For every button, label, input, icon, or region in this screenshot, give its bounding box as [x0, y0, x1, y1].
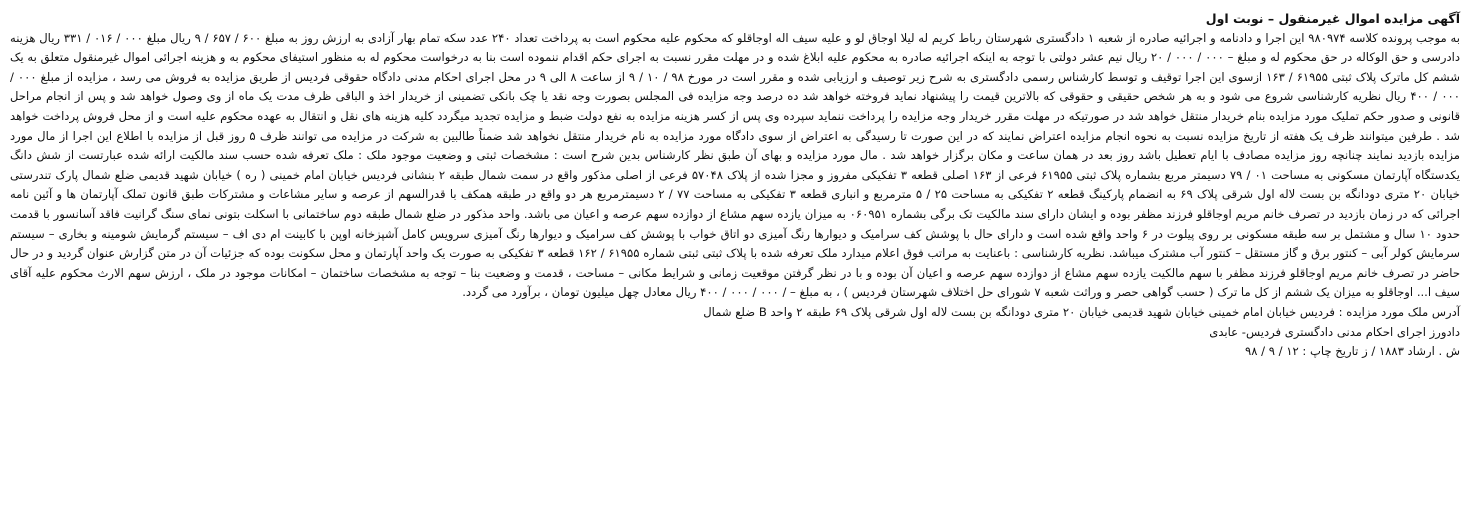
notice-title: آگهی مزایده اموال غیرمنقول – نوبت اول	[1205, 11, 1460, 26]
signature-line: دادورز اجرای احکام مدنی دادگستری فردیس- عابدی	[1209, 324, 1460, 339]
property-address: آدرس ملک مورد مزایده : فردیس خیابان امام خمینی خیابان شهید قدیمی خیابان ۲۰ متری دودانگه بن بست لاله اول شرقی پلاک ۶۹ طبقه ۲ واحد B ضلع شمال	[703, 304, 1460, 319]
auction-notice	[10, 9, 1460, 362]
footer-line: ش . ارشاد ۱۸۸۳ / ز تاریخ چاپ : ۱۲ / ۹ / ۹۸	[1245, 344, 1460, 359]
notice-body: به موجب پرونده کلاسه ۹۸۰۹۷۴ این اجرا و دادنامه و اجرائیه صادره از شعبه ۱ دادگستری شهرستان رباط کریم له لیلا اوجاق لو و علیه سیف اله اوجاقلو که محکوم علیه محکوم است به پرداخت تعداد ۲۴۰ عدد سکه تمام بهار آزادی به ارزش روز به مبلغ ۶۰۰ / ۶۵۷ / ۹ ریال مبلغ ۰۰۰ / ۰۱۶ / ۳۳۱ ریال هزینه دادرسی و حق الوکاله در حق محکوم له و مبلغ – ۰۰۰ / ۰۰۰ / ۲۰ ریال نیم عشر دولتی با توجه به اینکه اجرائیه صادره به محکوم علیه ابلاغ شده و در مهلت مقرر نسبت به اجرای حکم اقدام ننموده است بنا به درخواست محکوم له به منظور استیفای محکوم به و هزینه اجرائی اموال غیرمنقول متعلق به یک ششم کل ماترک پلاک ثبتی ۶۱۹۵۵ / ۱۶۳ ازسوی این اجرا توقیف و توسط کارشناس رسمی دادگستری به شرح زیر توصیف و ارزیابی شده و مقرر است در مورخ ۹۸ / ۱۰ / ۹ از ساعت ۸ الی ۹ در محل اجرای احکام مدنی دادگاه حقوقی فردیس از طریق مزایده به فروش می رسد ، مزایده از مبلغ ۰۰۰ / ۰۰۰ / ۴۰۰ ریال نظریه کارشناسی شروع می شود و به هر شخص حقیقی و حقوقی که بالاترین قیمت را پیشنهاد نماید فروخته خواهد شد ده درصد وجه مزایده فی المجلس بصورت وجه نقد یا چک بانکی تضمینی از خریدار اخذ و الباقی ظرف مدت یک ماه از وی وصول خواهد شد و پس از انجام مراحل قانونی و صدور حکم تملیک مورد مزایده بنام خریدار منتقل خواهد شد در صورتیکه در مهلت مقرر خریدار وجه مزایده را پرداخت ننماید سپرده وی پس از کسر هزینه مزایده به نفع دولت ضبط و مزایده تجدید میگردد کلیه هزینه های نقل و انتقال به عهده محکوم علیه است و از محل فروش پرداخت خواهد شد . طرفین میتوانند ظرف یک هفته از تاریخ مزایده نسبت به نحوه انجام مزایده اعتراض نمایند که در این صورت تا رسیدگی به اعتراض از سوی دادگاه مورد مزایده به نام خریدار منتقل نخواهد شد ضمناً طالبین به شرکت در مزایده می توانند ظرف ۵ روز قبل از مزایده با اطلاع این اجرا از مال مورد مزایده بازدید نمایند چنانچه روز مزایده مصادف با ایام تعطیل باشد روز بعد در همان ساعت و مکان برگزار خواهد شد . مال مورد مزایده و بهای آن طبق نظر کارشناس بدین شرح است : مشخصات ثبتی و وضعیت موجود ملک : ملک تعرفه شده حسب سند مالکیت ارائه شده عبارتست از شش دانگ یکدستگاه آپارتمان مسکونی به مساحت ۰۱ / ۷۹ دسیمتر مربع بشماره پلاک ثبتی ۶۱۹۵۵ فرعی از ۱۶۳ اصلی قطعه ۳ تفکیکی مفروز و مجزا شده از پلاک ۵۷۰۴۸ فرعی از اصلی مذکور واقع در سمت شمال طبقه ۲ بنشانی فردیس خیابان امام خمینی ( ره ) خیابان شهید قدیمی ضلع شمال پارک تندرستی خیابان ۲۰ متری دودانگه بن بست لاله اول شرقی پلاک ۶۹ به انضمام پارکینگ قطعه ۲ تفکیکی به مساحت ۲۵ / ۵ مترمربع و انباری قطعه ۳ تفکیکی به مساحت ۷۷ / ۲ دسیمترمربع هر دو واقع در طبقه همکف با قدرالسهم از عرصه و سایر مشاعات و مشترکات طبق قانون تملک آپارتمان ها و آئین نامه اجرائی که در زمان بازدید در تصرف خانم مریم اوجاقلو فرزند مظفر بوده و ایشان دارای سند مالکیت تک برگی بشماره ۰۶۰۹۵۱ به میزان یازده سهم مشاع از دوازده سهم عرصه و اعیان می باشد. واحد مذکور در ضلع شمال طبقه دوم ساختمانی با اسکلت بتونی نمای سنگ گرانیت فاقد آسانسور با قدمت حدود ۱۰ سال و مشتمل بر سه طبقه مسکونی بر روی پیلوت در ۶ واحد واقع شده است و دارای حال با پوشش کف سرامیک و دیوارها رنگ آمیزی دو اتاق خواب با پوشش کف سرامیک و دیوارها رنگ آمیزی سرویس کامل آشپزخانه اوپن با کابینت ام دی اف – سیستم گرمایش شومینه و بخاری – سیستم سرمایش کولر آبی – کنتور برق و گاز مستقل – کنتور آب مشترک میباشد. نظریه کارشناسی : باعنایت به مراتب فوق اعلام میدارد ملک تعرفه شده با پلاک ثبتی ثبتی شماره ۶۱۹۵۵ / ۱۶۲ قطعه ۳ تفکیکی به صورت یک واحد آپارتمان و محل سکونت بوده که جزئیات آن در متن گزارش عنوان گردید و در حال حاضر در تصرف خانم مریم اوجاقلو فرزند مظفر با سهم مالکیت یازده سهم مشاع از دوازده سهم عرصه و اعیان آن بوده و با در نظر گرفتن موقعیت زمانی و شرایط مکانی – مساحت ، قدمت و وضعیت بنا – توجه به مشخصات ساختمان – امکانات موجود در ملک ، ارزش سهم الارث محکوم علیه آقای سیف ا... اوجاقلو به میزان یک ششم از کل ما ترک ( حسب گواهی حصر و وراثت شعبه ۷ شورای حل اختلاف شهرستان فردیس ) ، به مبلغ – / ۰۰۰ / ۰۰۰ / ۴۰۰ ریال معادل چهل میلیون تومان ، برآورد می گردد.	[10, 30, 1461, 300]
